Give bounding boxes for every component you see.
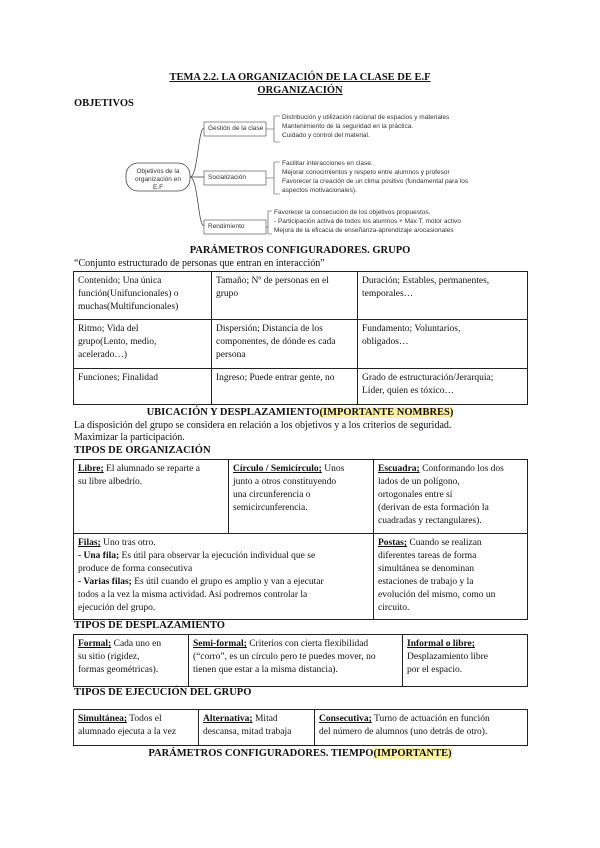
gestion-item: Cuidado y control del material. bbox=[282, 132, 370, 139]
socializacion-item: Facilitar interacciones en clase. bbox=[282, 160, 373, 167]
table-cell: Ingreso; Puede entrar gente, no bbox=[212, 369, 358, 405]
table-row bbox=[74, 460, 528, 534]
consecutiva-cell: Consecutiva; Turno de actuación en función del número de alumnos (uno detrás de otro). bbox=[315, 710, 528, 746]
socializacion-item: aspectos motivacionales). bbox=[282, 187, 357, 194]
table-row bbox=[74, 534, 528, 620]
ubicacion-heading: UBICACIÓN Y DESPLAZAMIENTO(IMPORTANTE NOMBRES) bbox=[146, 407, 454, 418]
rendimiento-item: Mejora de la eficacia de enseñanza-aprendizaje a/ocasionales bbox=[274, 227, 454, 234]
rendimiento-item: - Participación activa de todos los alumnos + Max T. motor activo bbox=[274, 218, 461, 225]
branch-socializacion: Socialización bbox=[208, 174, 246, 181]
grupo-heading: PARÁMETROS CONFIGURADORES. GRUPO bbox=[189, 245, 411, 256]
gestion-item: Mantenimiento de la seguridad en la práctica. bbox=[282, 123, 414, 130]
page-title: TEMA 2.2. LA ORGANIZACIÓN DE LA CLASE DE E.F bbox=[169, 72, 431, 83]
rendimiento-item: Favorecer la consecución de los objetivos propuestos. bbox=[274, 209, 431, 216]
libre-cell: Libre; El alumnado se reparte a su libre albedrío. bbox=[74, 460, 229, 534]
table-cell: Dispersión; Distancia de los componentes, de dónde es cada persona bbox=[212, 320, 358, 369]
table-row bbox=[74, 320, 528, 369]
filas-cell: Filas; Uno tras otro. - Una fila; Es útil para observar la ejecución individual que se produce de forma consecutiva - Varias filas; Es útil cuando el grupo es amplio y van a ejecutar todos a la vez la misma actividad. Así podremos controlar la ejecución del grupo. bbox=[74, 534, 374, 620]
ubicacion-line: La disposición del grupo se considera en relación a los objetivos y a los criterios de seguridad. bbox=[74, 420, 452, 431]
socializacion-item: Mejorar conocimientos y respeto entre alumnos y profesor bbox=[282, 169, 450, 176]
grupo-quote: “Conjunto estructurado de personas que entran en interacción” bbox=[74, 258, 325, 269]
escuadra-cell: Escuadra; Conformando los dos lados de un polígono, ortogonales entre sí (derivan de esta formación la cuadradas y rectangulares). bbox=[374, 460, 528, 534]
table-cell: Funciones; Finalidad bbox=[74, 369, 212, 405]
gestion-item: Distribución y utilización racional de espacios y materiales bbox=[282, 114, 450, 121]
informal-cell: Informal o libre; Desplazamiento libre por el espacio. bbox=[403, 635, 528, 687]
table-cell: Duración; Estables, permanentes, temporales… bbox=[358, 272, 528, 320]
table-cell: Tamaño; Nº de personas en el grupo bbox=[212, 272, 358, 320]
ejecucion-table bbox=[73, 709, 528, 746]
postas-cell: Postas; Cuando se realizan diferentes tareas de forma simultánea se denominan estaciones de trabajo y la evolución del mismo, como un circuito. bbox=[374, 534, 528, 620]
table-row bbox=[74, 710, 528, 746]
ejecucion-heading: TIPOS DE EJECUCIÓN DEL GRUPO bbox=[74, 687, 252, 698]
alternativa-cell: Alternativa; Mitad descansa, mitad trabaja bbox=[199, 710, 315, 746]
table-cell: Contenido; Una única función(Unifuncionales) o muchas(Multifuncionales) bbox=[74, 272, 212, 320]
table-cell: Grado de estructuración/Jerarquía; Líder, quien es tóxico… bbox=[358, 369, 528, 405]
diagram-root: Objetivos de la organización en E.F bbox=[135, 168, 181, 191]
ubicacion-line: Maximizar la participación. bbox=[74, 432, 185, 443]
desplazamiento-table bbox=[73, 634, 528, 687]
table-row bbox=[74, 635, 528, 687]
table-row bbox=[74, 272, 528, 320]
tiempo-heading: PARÁMETROS CONFIGURADORES. TIEMPO(IMPORTANTE) bbox=[148, 748, 452, 759]
objectives-diagram bbox=[118, 110, 490, 236]
table-row bbox=[74, 369, 528, 405]
semi-formal-cell: Semi-formal; Criterios con cierta flexibilidad (“corro”, es un círculo pero te puedes mover, no tienen que estar a la misma distancia). bbox=[189, 635, 403, 687]
desplazamiento-heading: TIPOS DE DESPLAZAMIENTO bbox=[74, 620, 225, 631]
objetivos-heading: OBJETIVOS bbox=[74, 98, 134, 109]
branch-gestion: Gestión de la clase bbox=[208, 125, 264, 132]
table-cell: Fundamento; Voluntarios, obligados… bbox=[358, 320, 528, 369]
circulo-cell: Círculo / Semicírculo; Unos junto a otros constituyendo una circunferencia o semicircunferencia. bbox=[229, 460, 374, 534]
page-subtitle: ORGANIZACIÓN bbox=[257, 85, 343, 96]
table-cell: Ritmo; Vida del grupo(Lento, medio, acelerado…) bbox=[74, 320, 212, 369]
organizacion-table bbox=[73, 459, 528, 620]
socializacion-item: Favorecer la creación de un clima positivo (fundamental para los bbox=[282, 178, 469, 185]
simultanea-cell: Simultánea; Todos el alumnado ejecuta a la vez bbox=[74, 710, 199, 746]
formal-cell: Formal; Cada uno en su sitio (rigidez, formas geométricas). bbox=[74, 635, 189, 687]
branch-rendimiento: Rendimiento bbox=[208, 223, 245, 230]
grupo-table bbox=[73, 271, 528, 405]
tipos-org-heading: TIPOS DE ORGANIZACIÓN bbox=[74, 445, 211, 456]
